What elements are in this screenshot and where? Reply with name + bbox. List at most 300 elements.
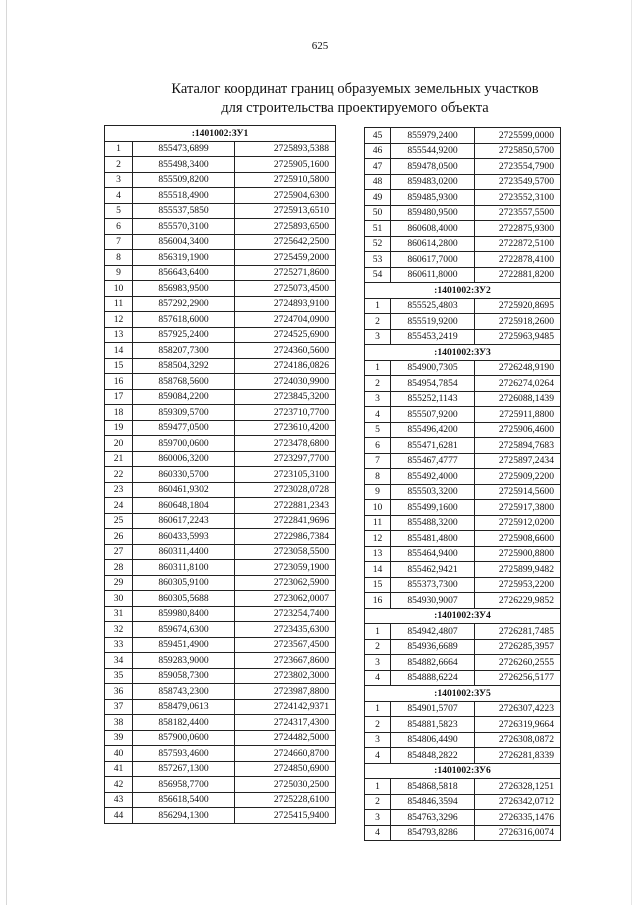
coordinate-x: 859058,7300: [133, 668, 235, 684]
parcel-header-row: [365, 283, 561, 299]
table-row: [105, 591, 336, 607]
coordinate-y: 2722986,7384: [235, 529, 336, 545]
point-number: 15: [365, 577, 391, 593]
coordinate-y: 2723567,4500: [235, 637, 336, 653]
point-number: 24: [105, 498, 133, 514]
point-number: 12: [365, 531, 391, 547]
point-number: 17: [105, 389, 133, 405]
table-row: [365, 593, 561, 609]
coordinate-y: 2723478,6800: [235, 436, 336, 452]
table-row: [365, 267, 561, 283]
point-number: 1: [365, 779, 391, 795]
point-number: 4: [365, 670, 391, 686]
point-number: 22: [105, 467, 133, 483]
coordinate-y: 2724186,0826: [235, 358, 336, 374]
coordinate-x: 856643,6400: [133, 265, 235, 281]
point-number: 20: [105, 436, 133, 452]
coordinate-y: 2725271,8600: [235, 265, 336, 281]
coordinate-y: 2724482,5000: [235, 730, 336, 746]
point-number: 23: [105, 482, 133, 498]
coordinate-y: 2725893,6500: [235, 219, 336, 235]
point-number: 3: [365, 329, 391, 345]
table-row: [365, 128, 561, 144]
table-row: [105, 699, 336, 715]
point-number: 15: [105, 358, 133, 374]
point-number: 48: [365, 174, 391, 190]
table-row: [365, 391, 561, 407]
coordinate-x: 855519,9200: [391, 314, 475, 330]
coordinate-x: 855507,9200: [391, 407, 475, 423]
table-row: [365, 236, 561, 252]
coordinate-x: 854888,6224: [391, 670, 475, 686]
coordinate-y: 2723254,7400: [235, 606, 336, 622]
table-row: [365, 221, 561, 237]
table-row: [365, 407, 561, 423]
coordinate-x: 860608,4000: [391, 221, 475, 237]
point-number: 2: [365, 376, 391, 392]
coordinate-x: 860614,2800: [391, 236, 475, 252]
coordinate-y: 2726274,0264: [475, 376, 561, 392]
coordinate-x: 857593,4600: [133, 746, 235, 762]
coordinate-x: 854942,4807: [391, 624, 475, 640]
coordinate-x: 855471,6281: [391, 438, 475, 454]
coordinate-y: 2723062,5900: [235, 575, 336, 591]
table-row: [365, 376, 561, 392]
coordinate-x: 855462,9421: [391, 562, 475, 578]
point-number: 8: [105, 250, 133, 266]
point-number: 12: [105, 312, 133, 328]
parcel-header-row: [365, 345, 561, 361]
coordinate-y: 2725899,9482: [475, 562, 561, 578]
coordinate-y: 2725599,0000: [475, 128, 561, 144]
coordinate-y: 2723028,0728: [235, 482, 336, 498]
coordinate-y: 2723062,0007: [235, 591, 336, 607]
table-row: [105, 808, 336, 824]
coordinate-y: 2723297,7700: [235, 451, 336, 467]
table-row: [105, 653, 336, 669]
coordinate-x: 858182,4400: [133, 715, 235, 731]
coordinate-y: 2726256,5177: [475, 670, 561, 686]
coordinate-x: 860617,7000: [391, 252, 475, 268]
parcel-header-row: [365, 608, 561, 624]
point-number: 36: [105, 684, 133, 700]
coordinate-x: 854868,5818: [391, 779, 475, 795]
point-number: 31: [105, 606, 133, 622]
coordinate-x: 855498,3400: [133, 157, 235, 173]
table-row: [105, 203, 336, 219]
coordinate-y: 2722878,4100: [475, 252, 561, 268]
coordinate-x: 855525,4803: [391, 298, 475, 314]
coordinate-y: 2726335,1476: [475, 810, 561, 826]
coordinate-y: 2726088,1439: [475, 391, 561, 407]
coordinate-x: 854846,3594: [391, 794, 475, 810]
coordinate-y: 2725415,9400: [235, 808, 336, 824]
table-row: [105, 374, 336, 390]
table-row: [105, 606, 336, 622]
table-row: [105, 358, 336, 374]
coordinate-x: 859980,8400: [133, 606, 235, 622]
point-number: 50: [365, 205, 391, 221]
point-number: 18: [105, 405, 133, 421]
table-row: [105, 157, 336, 173]
table-row: [365, 562, 561, 578]
coordinate-y: 2725910,5800: [235, 172, 336, 188]
parcel-id: :1401002:ЗУ1: [105, 126, 336, 142]
table-row: [105, 730, 336, 746]
point-number: 54: [365, 267, 391, 283]
point-number: 8: [365, 469, 391, 485]
coordinate-y: 2726285,3957: [475, 639, 561, 655]
point-number: 52: [365, 236, 391, 252]
point-number: 38: [105, 715, 133, 731]
coordinate-x: 860461,9302: [133, 482, 235, 498]
coordinate-y: 2723435,6300: [235, 622, 336, 638]
coordinate-x: 859480,9500: [391, 205, 475, 221]
coordinate-x: 854793,8286: [391, 825, 475, 841]
coordinate-y: 2723059,1900: [235, 560, 336, 576]
point-number: 27: [105, 544, 133, 560]
coordinate-y: 2725914,5600: [475, 484, 561, 500]
coordinate-x: 855499,1600: [391, 500, 475, 516]
coordinate-x: 856004,3400: [133, 234, 235, 250]
coordinate-x: 856294,1300: [133, 808, 235, 824]
table-row: [365, 252, 561, 268]
point-number: 9: [105, 265, 133, 281]
coordinate-x: 860305,9100: [133, 575, 235, 591]
coordinate-x: 855570,3100: [133, 219, 235, 235]
title-line-2: для строительства проектируемого объекта: [221, 100, 489, 116]
point-number: 39: [105, 730, 133, 746]
coordinate-y: 2725906,4600: [475, 422, 561, 438]
table-row: [365, 639, 561, 655]
table-row: [105, 405, 336, 421]
coordinate-x: 857267,1300: [133, 761, 235, 777]
table-row: [105, 560, 336, 576]
coordinate-y: 2724704,0900: [235, 312, 336, 328]
coordinates-table-left: [104, 125, 336, 824]
coordinate-x: 857900,0600: [133, 730, 235, 746]
coordinate-y: 2725913,6510: [235, 203, 336, 219]
coordinate-y: 2725894,7683: [475, 438, 561, 454]
parcel-id: :1401002:ЗУ2: [365, 283, 561, 299]
table-row: [365, 159, 561, 175]
coordinate-x: 855467,4777: [391, 453, 475, 469]
coordinate-y: 2725030,2500: [235, 777, 336, 793]
coordinate-x: 855464,9400: [391, 546, 475, 562]
table-row: [105, 234, 336, 250]
coordinate-x: 858504,3292: [133, 358, 235, 374]
point-number: 34: [105, 653, 133, 669]
point-number: 28: [105, 560, 133, 576]
coordinate-y: 2725642,2500: [235, 234, 336, 250]
scan-edge-right: [631, 0, 632, 905]
table-row: [105, 777, 336, 793]
coordinate-x: 859477,0500: [133, 420, 235, 436]
coordinate-x: 860006,3200: [133, 451, 235, 467]
page-number: 625: [311, 40, 329, 52]
point-number: 3: [365, 810, 391, 826]
table-row: [105, 513, 336, 529]
table-row: [365, 143, 561, 159]
table-row: [365, 717, 561, 733]
coordinate-y: 2723554,7900: [475, 159, 561, 175]
point-number: 10: [365, 500, 391, 516]
coordinate-y: 2723610,4200: [235, 420, 336, 436]
coordinate-y: 2724525,6900: [235, 327, 336, 343]
table-row: [365, 732, 561, 748]
coordinate-y: 2726308,0872: [475, 732, 561, 748]
coordinate-x: 860330,5700: [133, 467, 235, 483]
point-number: 4: [365, 825, 391, 841]
table-row: [105, 637, 336, 653]
point-number: 14: [365, 562, 391, 578]
coordinate-x: 854881,5823: [391, 717, 475, 733]
table-row: [365, 422, 561, 438]
coordinate-y: 2725912,0200: [475, 515, 561, 531]
coordinate-y: 2723552,3100: [475, 190, 561, 206]
coordinate-x: 860611,8000: [391, 267, 475, 283]
table-row: [365, 515, 561, 531]
scan-edge-left: [6, 0, 7, 905]
coordinate-x: 856958,7700: [133, 777, 235, 793]
table-row: [105, 451, 336, 467]
coordinate-x: 854806,4490: [391, 732, 475, 748]
point-number: 3: [365, 391, 391, 407]
point-number: 5: [105, 203, 133, 219]
point-number: 2: [365, 717, 391, 733]
coordinate-x: 854954,7854: [391, 376, 475, 392]
point-number: 16: [105, 374, 133, 390]
table-row: [365, 577, 561, 593]
table-row: [365, 670, 561, 686]
coordinate-y: 2723845,3200: [235, 389, 336, 405]
point-number: 2: [105, 157, 133, 173]
point-number: 45: [365, 128, 391, 144]
table-row: [105, 420, 336, 436]
point-number: 9: [365, 484, 391, 500]
coordinate-x: 855518,4900: [133, 188, 235, 204]
point-number: 6: [105, 219, 133, 235]
coordinate-y: 2722841,9696: [235, 513, 336, 529]
coordinate-y: 2725459,2000: [235, 250, 336, 266]
table-row: [365, 190, 561, 206]
point-number: 1: [105, 141, 133, 157]
coordinate-x: 855544,9200: [391, 143, 475, 159]
point-number: 13: [365, 546, 391, 562]
point-number: 11: [105, 296, 133, 312]
point-number: 5: [365, 422, 391, 438]
table-row: [365, 794, 561, 810]
point-number: 47: [365, 159, 391, 175]
coordinate-y: 2725073,4500: [235, 281, 336, 297]
coordinate-x: 858768,5600: [133, 374, 235, 390]
table-row: [105, 746, 336, 762]
table-row: [365, 810, 561, 826]
table-row: [105, 312, 336, 328]
coordinate-y: 2725963,9485: [475, 329, 561, 345]
table-row: [105, 265, 336, 281]
coordinate-x: 855373,7300: [391, 577, 475, 593]
point-number: 16: [365, 593, 391, 609]
point-number: 1: [365, 360, 391, 376]
point-number: 32: [105, 622, 133, 638]
coordinate-x: 855979,2400: [391, 128, 475, 144]
table-row: [105, 668, 336, 684]
table-row: [105, 715, 336, 731]
table-row: [365, 531, 561, 547]
coordinate-x: 854848,2822: [391, 748, 475, 764]
point-number: 2: [365, 314, 391, 330]
coordinate-y: 2726307,4223: [475, 701, 561, 717]
table-row: [365, 500, 561, 516]
coordinate-y: 2725908,6600: [475, 531, 561, 547]
coordinate-y: 2726328,1251: [475, 779, 561, 795]
point-number: 13: [105, 327, 133, 343]
table-row: [365, 779, 561, 795]
table-row: [105, 761, 336, 777]
point-number: 51: [365, 221, 391, 237]
point-number: 35: [105, 668, 133, 684]
coordinate-x: 855509,8200: [133, 172, 235, 188]
coordinate-x: 857925,2400: [133, 327, 235, 343]
table-row: [105, 529, 336, 545]
table-row: [105, 498, 336, 514]
coordinate-y: 2724030,9900: [235, 374, 336, 390]
coordinate-y: 2723987,8800: [235, 684, 336, 700]
coordinate-y: 2725228,6100: [235, 792, 336, 808]
coordinate-x: 860311,8100: [133, 560, 235, 576]
table-row: [105, 296, 336, 312]
coordinate-y: 2725918,2600: [475, 314, 561, 330]
parcel-id: :1401002:ЗУ4: [365, 608, 561, 624]
coordinate-y: 2724360,5600: [235, 343, 336, 359]
coordinate-y: 2725900,8800: [475, 546, 561, 562]
table-row: [105, 250, 336, 266]
coordinate-x: 854900,7305: [391, 360, 475, 376]
point-number: 14: [105, 343, 133, 359]
point-number: 21: [105, 451, 133, 467]
table-row: [365, 298, 561, 314]
coordinate-x: 856983,9500: [133, 281, 235, 297]
coordinate-x: 854882,6664: [391, 655, 475, 671]
coordinate-x: 855453,2419: [391, 329, 475, 345]
point-number: 41: [105, 761, 133, 777]
coordinate-x: 859309,5700: [133, 405, 235, 421]
coordinate-y: 2724893,9100: [235, 296, 336, 312]
point-number: 44: [105, 808, 133, 824]
point-number: 3: [105, 172, 133, 188]
coordinate-y: 2726281,7485: [475, 624, 561, 640]
parcel-id: :1401002:ЗУ5: [365, 686, 561, 702]
coordinate-y: 2722872,5100: [475, 236, 561, 252]
coordinate-y: 2725911,8800: [475, 407, 561, 423]
coordinate-y: 2725904,6300: [235, 188, 336, 204]
coordinate-x: 857292,2900: [133, 296, 235, 312]
table-row: [365, 825, 561, 841]
coordinate-x: 859478,0500: [391, 159, 475, 175]
coordinates-table-right: [364, 127, 561, 841]
table-row: [365, 484, 561, 500]
coordinate-y: 2723105,3100: [235, 467, 336, 483]
table-row: [105, 281, 336, 297]
table-row: [105, 792, 336, 808]
coordinate-y: 2725953,2200: [475, 577, 561, 593]
point-number: 1: [365, 624, 391, 640]
coordinate-x: 859451,4900: [133, 637, 235, 653]
coordinate-x: 859483,0200: [391, 174, 475, 190]
table-row: [365, 453, 561, 469]
coordinate-y: 2724317,4300: [235, 715, 336, 731]
point-number: 46: [365, 143, 391, 159]
table-row: [105, 327, 336, 343]
coordinate-y: 2725917,3800: [475, 500, 561, 516]
coordinate-x: 854936,6689: [391, 639, 475, 655]
table-row: [365, 360, 561, 376]
parcel-id: :1401002:ЗУ6: [365, 763, 561, 779]
table-row: [105, 141, 336, 157]
coordinate-x: 857618,6000: [133, 312, 235, 328]
coordinate-y: 2723802,3000: [235, 668, 336, 684]
parcel-id: :1401002:ЗУ3: [365, 345, 561, 361]
coordinate-x: 855473,6899: [133, 141, 235, 157]
point-number: 30: [105, 591, 133, 607]
coordinate-y: 2725893,5388: [235, 141, 336, 157]
coordinate-y: 2726342,0712: [475, 794, 561, 810]
table-row: [365, 469, 561, 485]
coordinate-y: 2724850,6900: [235, 761, 336, 777]
coordinate-y: 2725905,1600: [235, 157, 336, 173]
coordinate-y: 2725897,2434: [475, 453, 561, 469]
coordinate-y: 2723667,8600: [235, 653, 336, 669]
coordinate-x: 859283,9000: [133, 653, 235, 669]
point-number: 33: [105, 637, 133, 653]
point-number: 11: [365, 515, 391, 531]
coordinate-y: 2725920,8695: [475, 298, 561, 314]
point-number: 43: [105, 792, 133, 808]
coordinate-y: 2726229,9852: [475, 593, 561, 609]
coordinate-x: 860311,4400: [133, 544, 235, 560]
coordinate-y: 2724142,9371: [235, 699, 336, 715]
coordinate-x: 860648,1804: [133, 498, 235, 514]
coordinate-y: 2723549,5700: [475, 174, 561, 190]
coordinate-y: 2726316,0074: [475, 825, 561, 841]
table-row: [365, 438, 561, 454]
coordinate-x: 858743,2300: [133, 684, 235, 700]
table-row: [365, 314, 561, 330]
table-row: [105, 544, 336, 560]
point-number: 53: [365, 252, 391, 268]
table-row: [105, 684, 336, 700]
coordinate-y: 2722875,9300: [475, 221, 561, 237]
coordinate-x: 859084,2200: [133, 389, 235, 405]
table-row: [365, 174, 561, 190]
point-number: 1: [365, 701, 391, 717]
coordinate-x: 855496,4200: [391, 422, 475, 438]
coordinate-x: 854930,9007: [391, 593, 475, 609]
point-number: 29: [105, 575, 133, 591]
coordinate-x: 854901,5707: [391, 701, 475, 717]
coordinate-y: 2725850,5700: [475, 143, 561, 159]
coordinate-y: 2723557,5500: [475, 205, 561, 221]
point-number: 2: [365, 639, 391, 655]
table-row: [105, 172, 336, 188]
table-row: [105, 389, 336, 405]
coordinate-y: 2724660,8700: [235, 746, 336, 762]
coordinate-x: 860617,2243: [133, 513, 235, 529]
coordinate-y: 2723710,7700: [235, 405, 336, 421]
table-row: [105, 219, 336, 235]
title-line-1: Каталог координат границ образуемых земельных участков: [171, 81, 539, 97]
